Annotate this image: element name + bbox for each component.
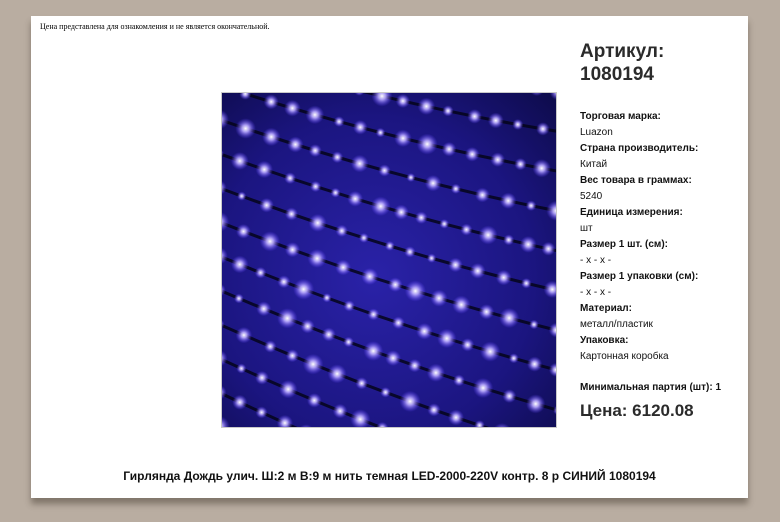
led-bulb xyxy=(303,354,324,375)
led-bulb xyxy=(427,254,436,263)
led-bulb xyxy=(415,211,428,224)
led-bulb xyxy=(234,294,244,304)
led-bulb xyxy=(529,320,539,330)
led-bulb xyxy=(480,342,500,362)
led-bulb xyxy=(404,246,415,257)
spec-value-packaging: Картонная коробка xyxy=(580,351,669,362)
led-bulb xyxy=(556,166,557,178)
led-bulb xyxy=(237,192,246,201)
led-bulb xyxy=(500,193,516,209)
led-bulb xyxy=(333,404,348,419)
article-label: Артикул: xyxy=(580,41,665,62)
led-bulb xyxy=(256,301,271,316)
spec-list xyxy=(580,109,740,365)
led-bulb xyxy=(231,256,249,274)
led-bulb xyxy=(347,191,363,207)
led-bulb xyxy=(488,113,504,129)
led-bulb xyxy=(378,164,390,176)
led-bulb xyxy=(521,278,532,289)
article-number: 1080194 xyxy=(580,64,654,85)
spec-value-item-size: - x - x - xyxy=(580,255,612,266)
led-bulb xyxy=(371,197,391,217)
spec-value-unit: шт xyxy=(580,223,593,234)
led-bulb xyxy=(256,406,268,418)
led-bulb xyxy=(286,349,299,362)
led-bulb xyxy=(343,337,354,348)
led-bulb xyxy=(232,395,247,410)
led-bulb xyxy=(309,144,322,157)
led-bulb xyxy=(331,151,343,163)
led-bulb xyxy=(310,181,321,192)
product-photo xyxy=(221,92,557,428)
led-bulb xyxy=(453,375,465,387)
led-bulb xyxy=(388,277,403,292)
led-bulb xyxy=(361,268,378,285)
led-bulb xyxy=(470,263,486,279)
led-bulb xyxy=(392,316,405,329)
spec-value-brand: Luazon xyxy=(580,127,613,138)
spec-label-packaging: Упаковка: xyxy=(580,335,629,346)
led-bulb xyxy=(439,219,449,229)
led-bulb xyxy=(503,389,517,403)
led-bulb xyxy=(430,290,447,307)
led-bulb xyxy=(284,172,296,184)
led-bulb xyxy=(520,236,537,253)
led-bulb xyxy=(256,161,273,178)
min-batch: Минимальная партия (шт): 1 xyxy=(580,382,722,393)
led-bulb xyxy=(479,304,494,319)
spec-label-brand: Торговая марка: xyxy=(580,111,661,122)
spec-value-country: Китай xyxy=(580,159,608,170)
led-bulb xyxy=(287,137,303,153)
led-bulb xyxy=(368,308,380,320)
led-bulb xyxy=(331,188,341,198)
price: Цена: 6120.08 xyxy=(580,401,694,420)
led-bulb xyxy=(279,380,297,398)
led-bulb xyxy=(363,341,383,361)
led-bulb xyxy=(536,122,549,135)
led-bulb xyxy=(509,353,519,363)
led-bulb xyxy=(264,94,279,109)
led-bulb xyxy=(417,134,438,155)
led-bulb xyxy=(427,364,445,382)
spec-value-weight: 5240 xyxy=(580,191,603,202)
led-bulb xyxy=(460,224,472,236)
led-bulb xyxy=(496,270,512,286)
led-bulb xyxy=(356,377,368,389)
led-bulb xyxy=(236,224,251,239)
led-bulb xyxy=(533,159,551,177)
led-bulb xyxy=(231,152,249,170)
led-bulb xyxy=(344,300,355,311)
product-title: Гирлянда Дождь улич. Ш:2 м В:9 м нить темная LED-2000-220V контр. 8 р СИНИЙ 1080194 xyxy=(123,469,656,483)
spec-label-item-size: Размер 1 шт. (см): xyxy=(580,239,668,250)
led-bulb xyxy=(335,260,351,276)
led-bulb xyxy=(473,378,493,398)
led-bulb xyxy=(285,242,300,257)
led-bulb xyxy=(442,105,453,116)
led-bulb xyxy=(416,323,433,340)
article-block xyxy=(580,40,664,86)
led-bulb xyxy=(451,184,461,194)
led-bulb xyxy=(448,258,463,273)
spec-value-material: металл/пластик xyxy=(580,319,653,330)
led-bulb xyxy=(308,249,327,268)
led-curtain-image xyxy=(222,93,557,428)
spec-label-country: Страна производитель: xyxy=(580,143,699,154)
led-bulb xyxy=(328,364,347,383)
spec-label-package-size: Размер 1 упаковки (см): xyxy=(580,271,699,282)
led-bulb xyxy=(277,308,297,328)
led-bulb xyxy=(351,155,369,173)
led-bulb xyxy=(514,158,526,170)
led-bulb xyxy=(336,225,348,237)
led-bulb xyxy=(277,275,290,288)
led-bulb xyxy=(293,279,314,300)
led-bulb xyxy=(427,403,440,416)
led-bulb xyxy=(437,329,456,348)
led-bulb xyxy=(322,293,331,302)
led-bulb xyxy=(306,106,325,125)
led-bulb xyxy=(236,364,246,374)
led-bulb xyxy=(541,242,555,256)
led-bulb xyxy=(264,340,276,352)
led-bulb xyxy=(442,142,457,157)
price-disclaimer: Цена представлена для ознакомления и не является окончательной. xyxy=(40,22,270,31)
spec-value-package-size: - x - x - xyxy=(580,287,612,298)
led-bulb xyxy=(475,188,490,203)
led-bulb xyxy=(490,152,505,167)
led-bulb xyxy=(255,371,269,385)
led-bulb xyxy=(418,98,435,115)
led-bulb xyxy=(499,308,519,328)
led-bulb xyxy=(425,175,441,191)
led-bulb xyxy=(408,359,421,372)
led-bulb xyxy=(448,410,464,426)
spec-label-material: Материал: xyxy=(580,303,632,314)
led-bulb xyxy=(359,233,369,243)
led-bulb xyxy=(236,327,252,343)
led-bulb xyxy=(334,116,345,127)
led-bulb xyxy=(307,393,322,408)
led-bulb xyxy=(309,214,327,232)
spec-label-weight: Вес товара в граммах: xyxy=(580,175,692,186)
led-bulb xyxy=(255,267,267,279)
led-bulb xyxy=(284,100,301,117)
led-bulb xyxy=(301,319,315,333)
led-bulb xyxy=(385,350,401,366)
led-bulb xyxy=(376,128,386,138)
led-bulb xyxy=(465,147,480,162)
spec-label-unit: Единица измерения: xyxy=(580,207,683,218)
led-bulb xyxy=(259,198,274,213)
led-bulb xyxy=(467,109,482,124)
led-bulb xyxy=(380,387,391,398)
led-bulb xyxy=(285,207,298,220)
led-bulb xyxy=(479,226,498,245)
led-bulb xyxy=(235,118,256,139)
led-bulb xyxy=(406,173,415,182)
led-bulb xyxy=(503,234,514,245)
led-bulb xyxy=(452,296,470,314)
led-bulb xyxy=(322,328,336,342)
led-bulb xyxy=(461,338,474,351)
led-bulb xyxy=(527,357,542,372)
led-bulb xyxy=(400,391,421,412)
led-bulb xyxy=(353,120,368,135)
led-bulb xyxy=(394,205,409,220)
led-bulb xyxy=(512,119,523,130)
led-bulb xyxy=(405,280,426,301)
led-bulb xyxy=(396,94,410,108)
led-bulb xyxy=(526,394,545,413)
led-bulb xyxy=(260,231,280,251)
led-bulb xyxy=(394,130,412,148)
product-sheet xyxy=(31,16,748,498)
led-bulb xyxy=(526,200,537,211)
led-bulb xyxy=(385,241,395,251)
led-bulb xyxy=(262,128,280,146)
